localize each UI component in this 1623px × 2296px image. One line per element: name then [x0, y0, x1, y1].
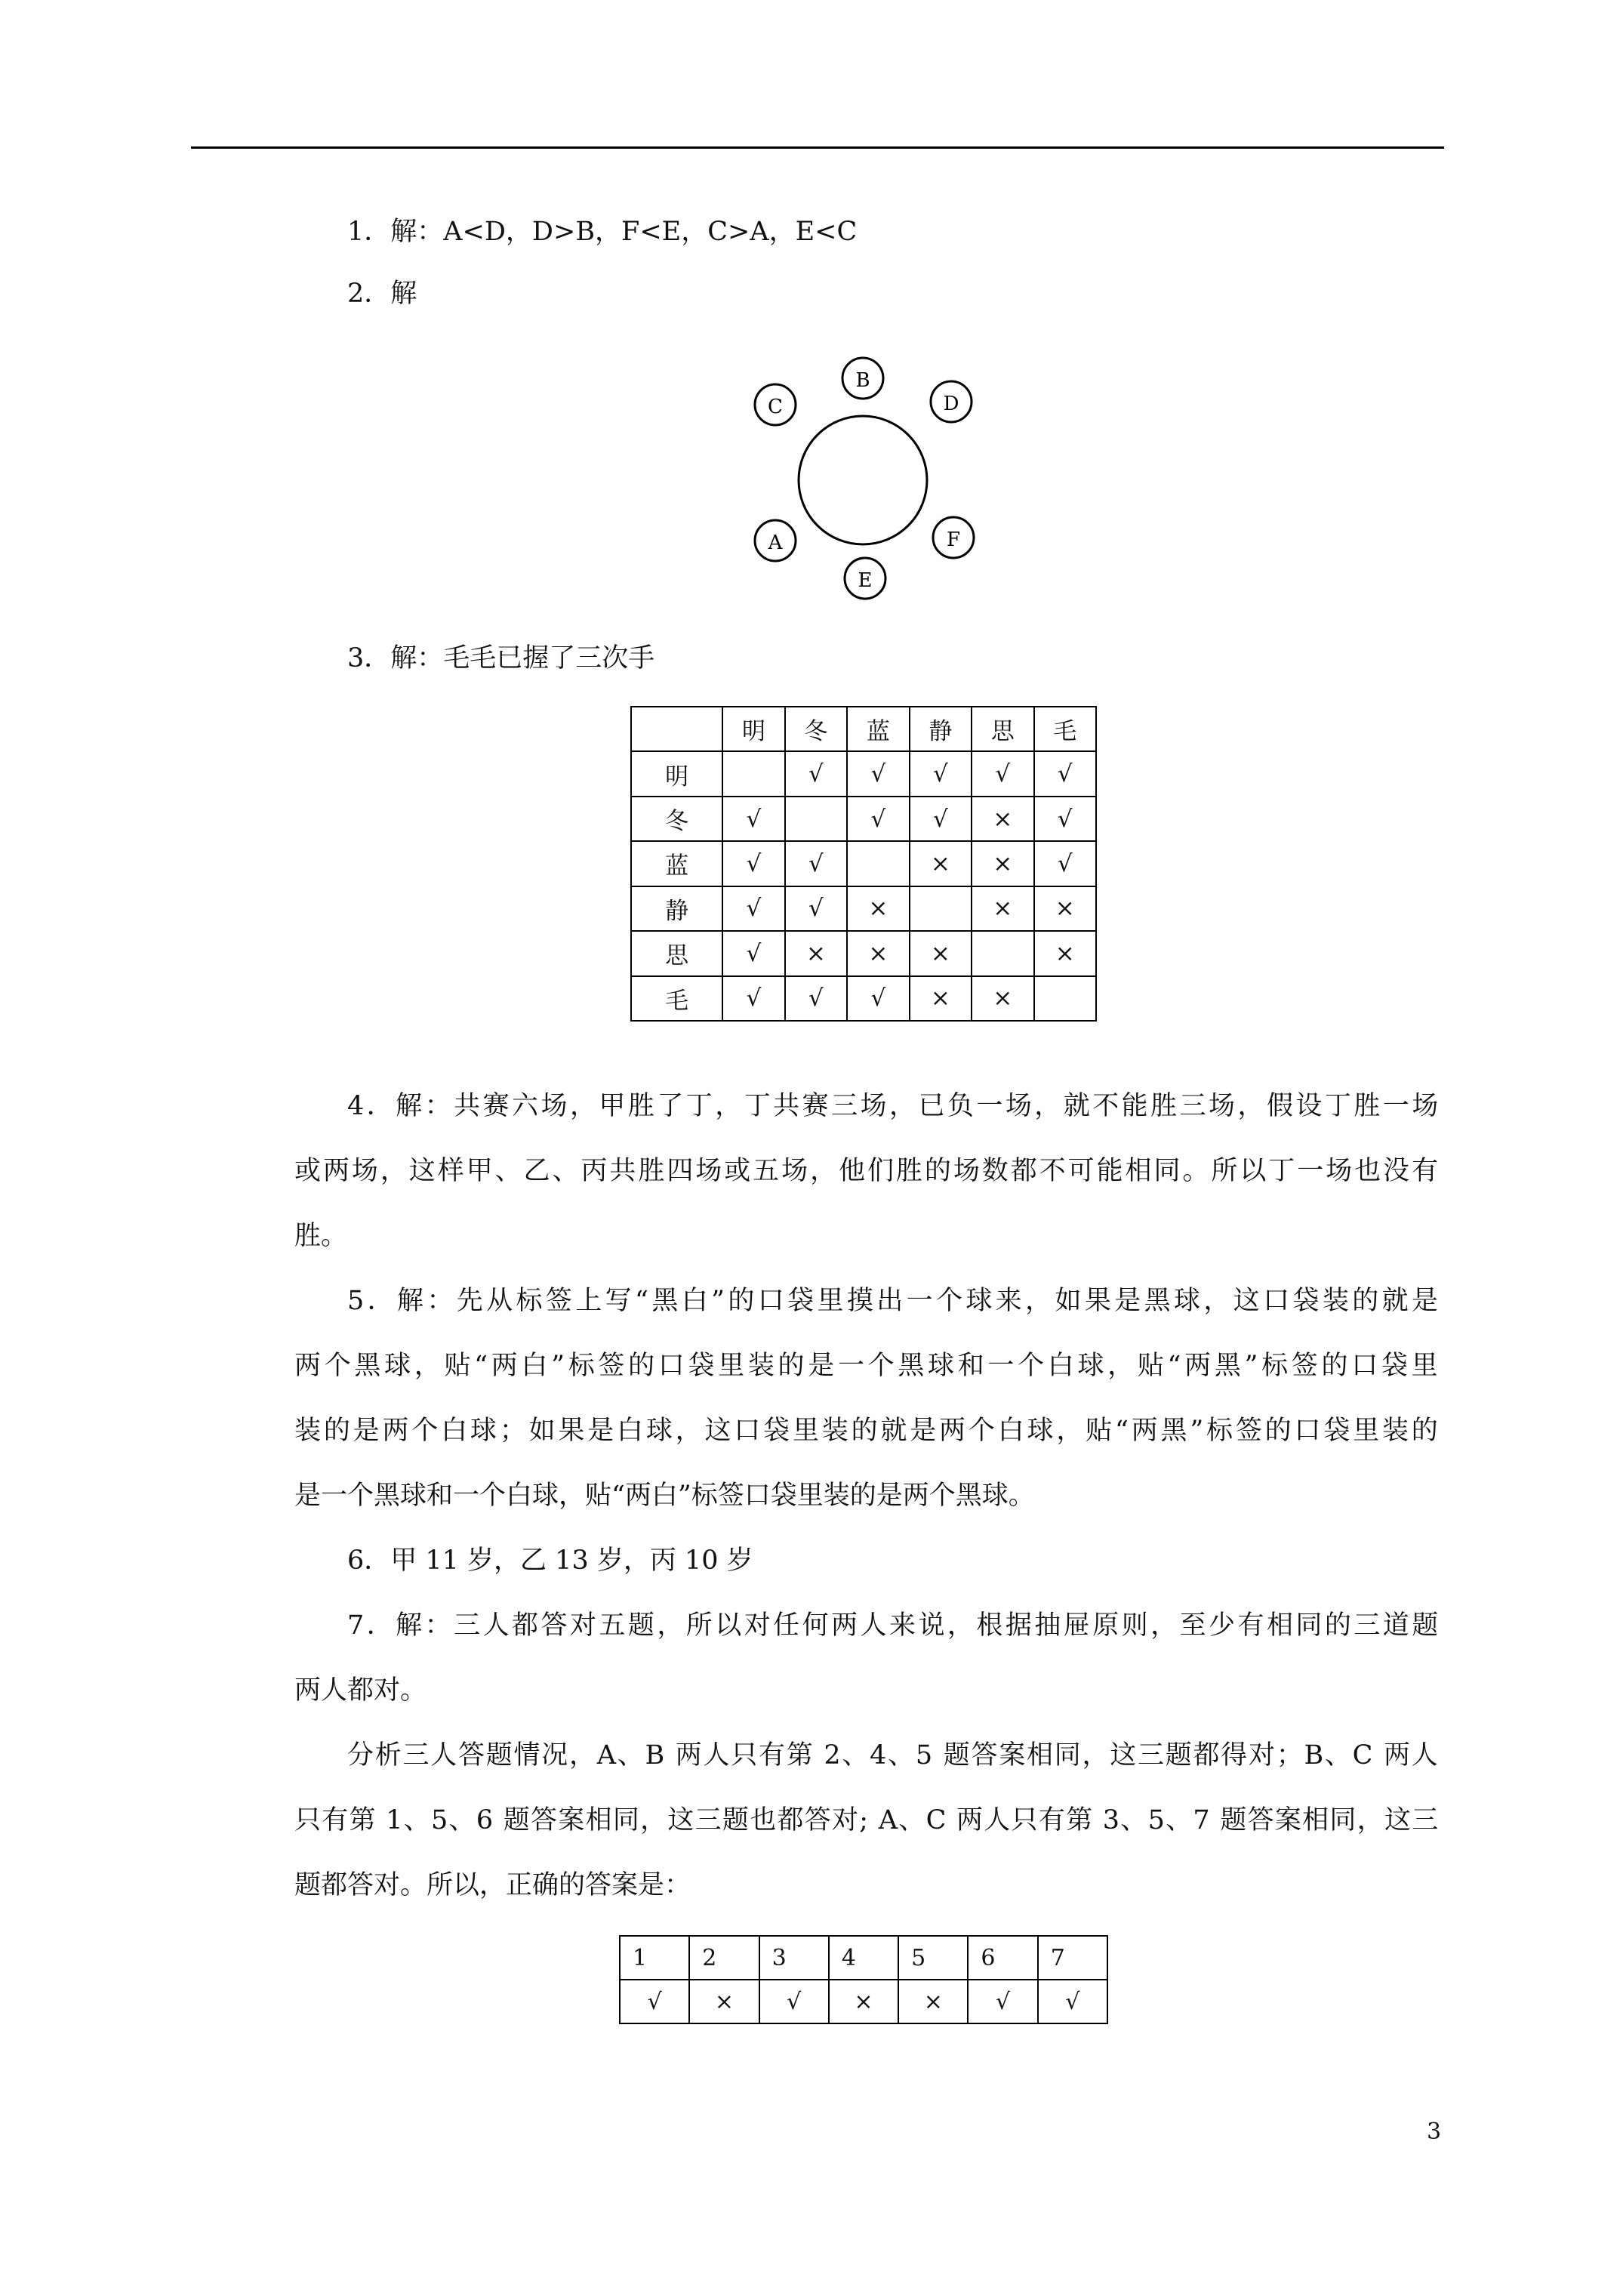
table-cell: × [910, 841, 972, 886]
table-cell: × [1034, 931, 1097, 975]
page-number: 3 [1427, 2119, 1442, 2145]
header-cell: 蓝 [847, 707, 909, 751]
table-row [631, 841, 1096, 886]
answer-7-analysis-line-1: 分析三人答题情况，A、B 两人只有第 2、4、5 题答案相同，这三题都得对；B、C 两人 [347, 1740, 1440, 1771]
table-cell: √ [722, 886, 784, 931]
table-cell: √ [722, 841, 784, 886]
header-cell: 冬 [785, 707, 847, 751]
table-cell: √ [722, 797, 784, 841]
seat-e-label: E [858, 569, 873, 592]
answer-7-analysis-line-3: 题都答对。所以，正确的答案是： [294, 1870, 691, 1900]
table-cell: √ [785, 886, 847, 931]
answer-mark: × [689, 1980, 759, 2023]
table-cell: √ [785, 976, 847, 1021]
table-cell: √ [910, 797, 972, 841]
table-cell: √ [847, 976, 909, 1021]
table-cell: √ [722, 931, 784, 975]
answer-3: 3．解：毛毛已握了三次手 [347, 643, 655, 673]
table-cell: × [972, 976, 1033, 1021]
answer-5-line-3: 装的是两个白球；如果是白球，这口袋里装的就是两个白球，贴“两黑”标签的口袋里装的 [294, 1416, 1441, 1446]
table-cell: √ [847, 751, 909, 796]
answer-mark: × [898, 1980, 968, 2023]
table-cell: × [847, 931, 909, 975]
table-cell: × [847, 886, 909, 931]
header-cell: 明 [722, 707, 784, 751]
question-number: 6 [968, 1936, 1037, 1980]
answer-mark: √ [620, 1980, 689, 2023]
table-row [631, 797, 1096, 841]
question-number: 7 [1038, 1936, 1107, 1980]
table-row [631, 931, 1096, 975]
row-label: 静 [631, 886, 722, 931]
table-row [631, 886, 1096, 931]
answer-1: 1．解：A<D，D>B，F<E，C>A，E<C [347, 217, 858, 247]
question-number: 2 [689, 1936, 759, 1980]
table-cell: √ [785, 751, 847, 796]
table-cell: × [910, 931, 972, 975]
round-table [799, 416, 927, 544]
table-cell: × [910, 976, 972, 1021]
table-cell: √ [1034, 841, 1097, 886]
table-cell [910, 886, 972, 931]
table-row [631, 976, 1096, 1021]
answer-4-line-3: 胜。 [294, 1221, 348, 1251]
table-cell [847, 841, 909, 886]
seat-d [931, 381, 972, 422]
answer-6: 6．甲 11 岁，乙 13 岁，丙 10 岁 [347, 1546, 753, 1576]
row-label: 毛 [631, 976, 722, 1021]
seat-e [845, 558, 885, 599]
table-cell: × [1034, 886, 1097, 931]
answer-4-line-1: 4．解：共赛六场，甲胜了丁，丁共赛三场，已负一场，就不能胜三场，假设丁胜一场 [347, 1091, 1441, 1121]
header-cell [631, 707, 722, 751]
table-cell: × [972, 886, 1033, 931]
table-cell: × [972, 797, 1033, 841]
answer-mark: √ [1038, 1980, 1107, 2023]
table-cell: √ [1034, 797, 1097, 841]
handshake-header-row [631, 707, 1096, 751]
answer-mark: √ [759, 1980, 829, 2023]
header-cell: 思 [972, 707, 1033, 751]
answer-key-mark-row [620, 1980, 1107, 2023]
answer-2-heading: 2．解 [347, 279, 417, 309]
seat-b [842, 358, 883, 399]
table-cell [972, 931, 1033, 975]
table-cell: √ [1034, 751, 1097, 796]
seat-d-label: D [943, 393, 959, 415]
question-number: 4 [829, 1936, 898, 1980]
table-cell [1034, 976, 1097, 1021]
answer-mark: √ [968, 1980, 1037, 2023]
seat-f-label: F [946, 529, 961, 551]
question-number: 5 [898, 1936, 968, 1980]
answer-mark: × [829, 1980, 898, 2023]
answer-7-analysis-line-2: 只有第 1、5、6 题答案相同，这三题也都答对; A、C 两人只有第 3、5、7 题答案相同，这三 [294, 1805, 1440, 1835]
seat-c [755, 384, 796, 425]
answer-5-line-4: 是一个黑球和一个白球，贴“两白”标签口袋里装的是两个黑球。 [294, 1481, 1035, 1511]
table-cell: × [972, 841, 1033, 886]
answer-key-number-row [620, 1936, 1107, 1980]
answer-7-line-2: 两人都对。 [294, 1675, 427, 1706]
table-cell [722, 751, 784, 796]
header-rule [191, 146, 1444, 149]
table-row [631, 751, 1096, 796]
answer-5-line-1: 5．解：先从标签上写“黑白”的口袋里摸出一个球来，如果是黑球，这口袋装的就是 [347, 1286, 1442, 1316]
header-cell: 毛 [1034, 707, 1097, 751]
question-number: 3 [759, 1936, 829, 1980]
seat-f [933, 517, 974, 558]
seat-c-label: C [768, 396, 783, 418]
table-cell: × [785, 931, 847, 975]
table-cell: √ [847, 797, 909, 841]
table-cell: √ [785, 841, 847, 886]
seat-a [755, 520, 796, 561]
table-cell [785, 797, 847, 841]
header-cell: 静 [910, 707, 972, 751]
answer-4-line-2: 或两场，这样甲、乙、丙共胜四场或五场，他们胜的场数都不可能相同。所以丁一场也没有 [294, 1156, 1440, 1186]
row-label: 冬 [631, 797, 722, 841]
answer-5-line-2: 两个黑球，贴“两白”标签的口袋里装的是一个黑球和一个白球，贴“两黑”标签的口袋里 [294, 1351, 1442, 1381]
handshake-table [630, 706, 1097, 1022]
row-label: 蓝 [631, 841, 722, 886]
seat-b-label: B [855, 369, 870, 392]
answer-7-line-1: 7．解：三人都答对五题，所以对任何两人来说，根据抽屉原则，至少有相同的三道题 [347, 1610, 1441, 1641]
seating-diagram [747, 347, 989, 604]
table-cell: √ [972, 751, 1033, 796]
table-cell: √ [722, 976, 784, 1021]
question-number: 1 [620, 1936, 689, 1980]
answer-key-table [619, 1935, 1108, 2024]
table-cell: √ [910, 751, 972, 796]
row-label: 明 [631, 751, 722, 796]
seat-a-label: A [768, 532, 783, 554]
row-label: 思 [631, 931, 722, 975]
